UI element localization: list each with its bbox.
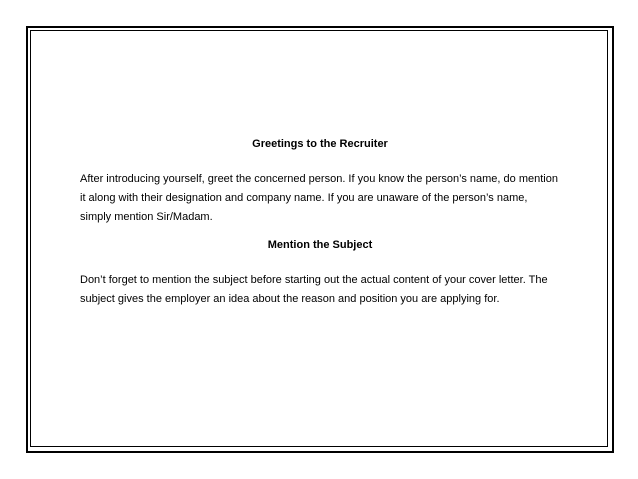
section-heading-greetings: Greetings to the Recruiter xyxy=(252,138,388,150)
section-body-subject: Don’t forget to mention the subject before starting out the actual content of your cover letter. The subject gives the employer an idea about the reason and position you are applying for. xyxy=(80,274,548,305)
section-heading-subject: Mention the Subject xyxy=(267,239,373,251)
document-content xyxy=(80,136,560,309)
section-body-greetings: After introducing yourself, greet the concerned person. If you know the person’s name, do mention it along with their designation and company name. If you are unaware of the person’s name, simply mention Sir/Madam. xyxy=(80,173,558,223)
